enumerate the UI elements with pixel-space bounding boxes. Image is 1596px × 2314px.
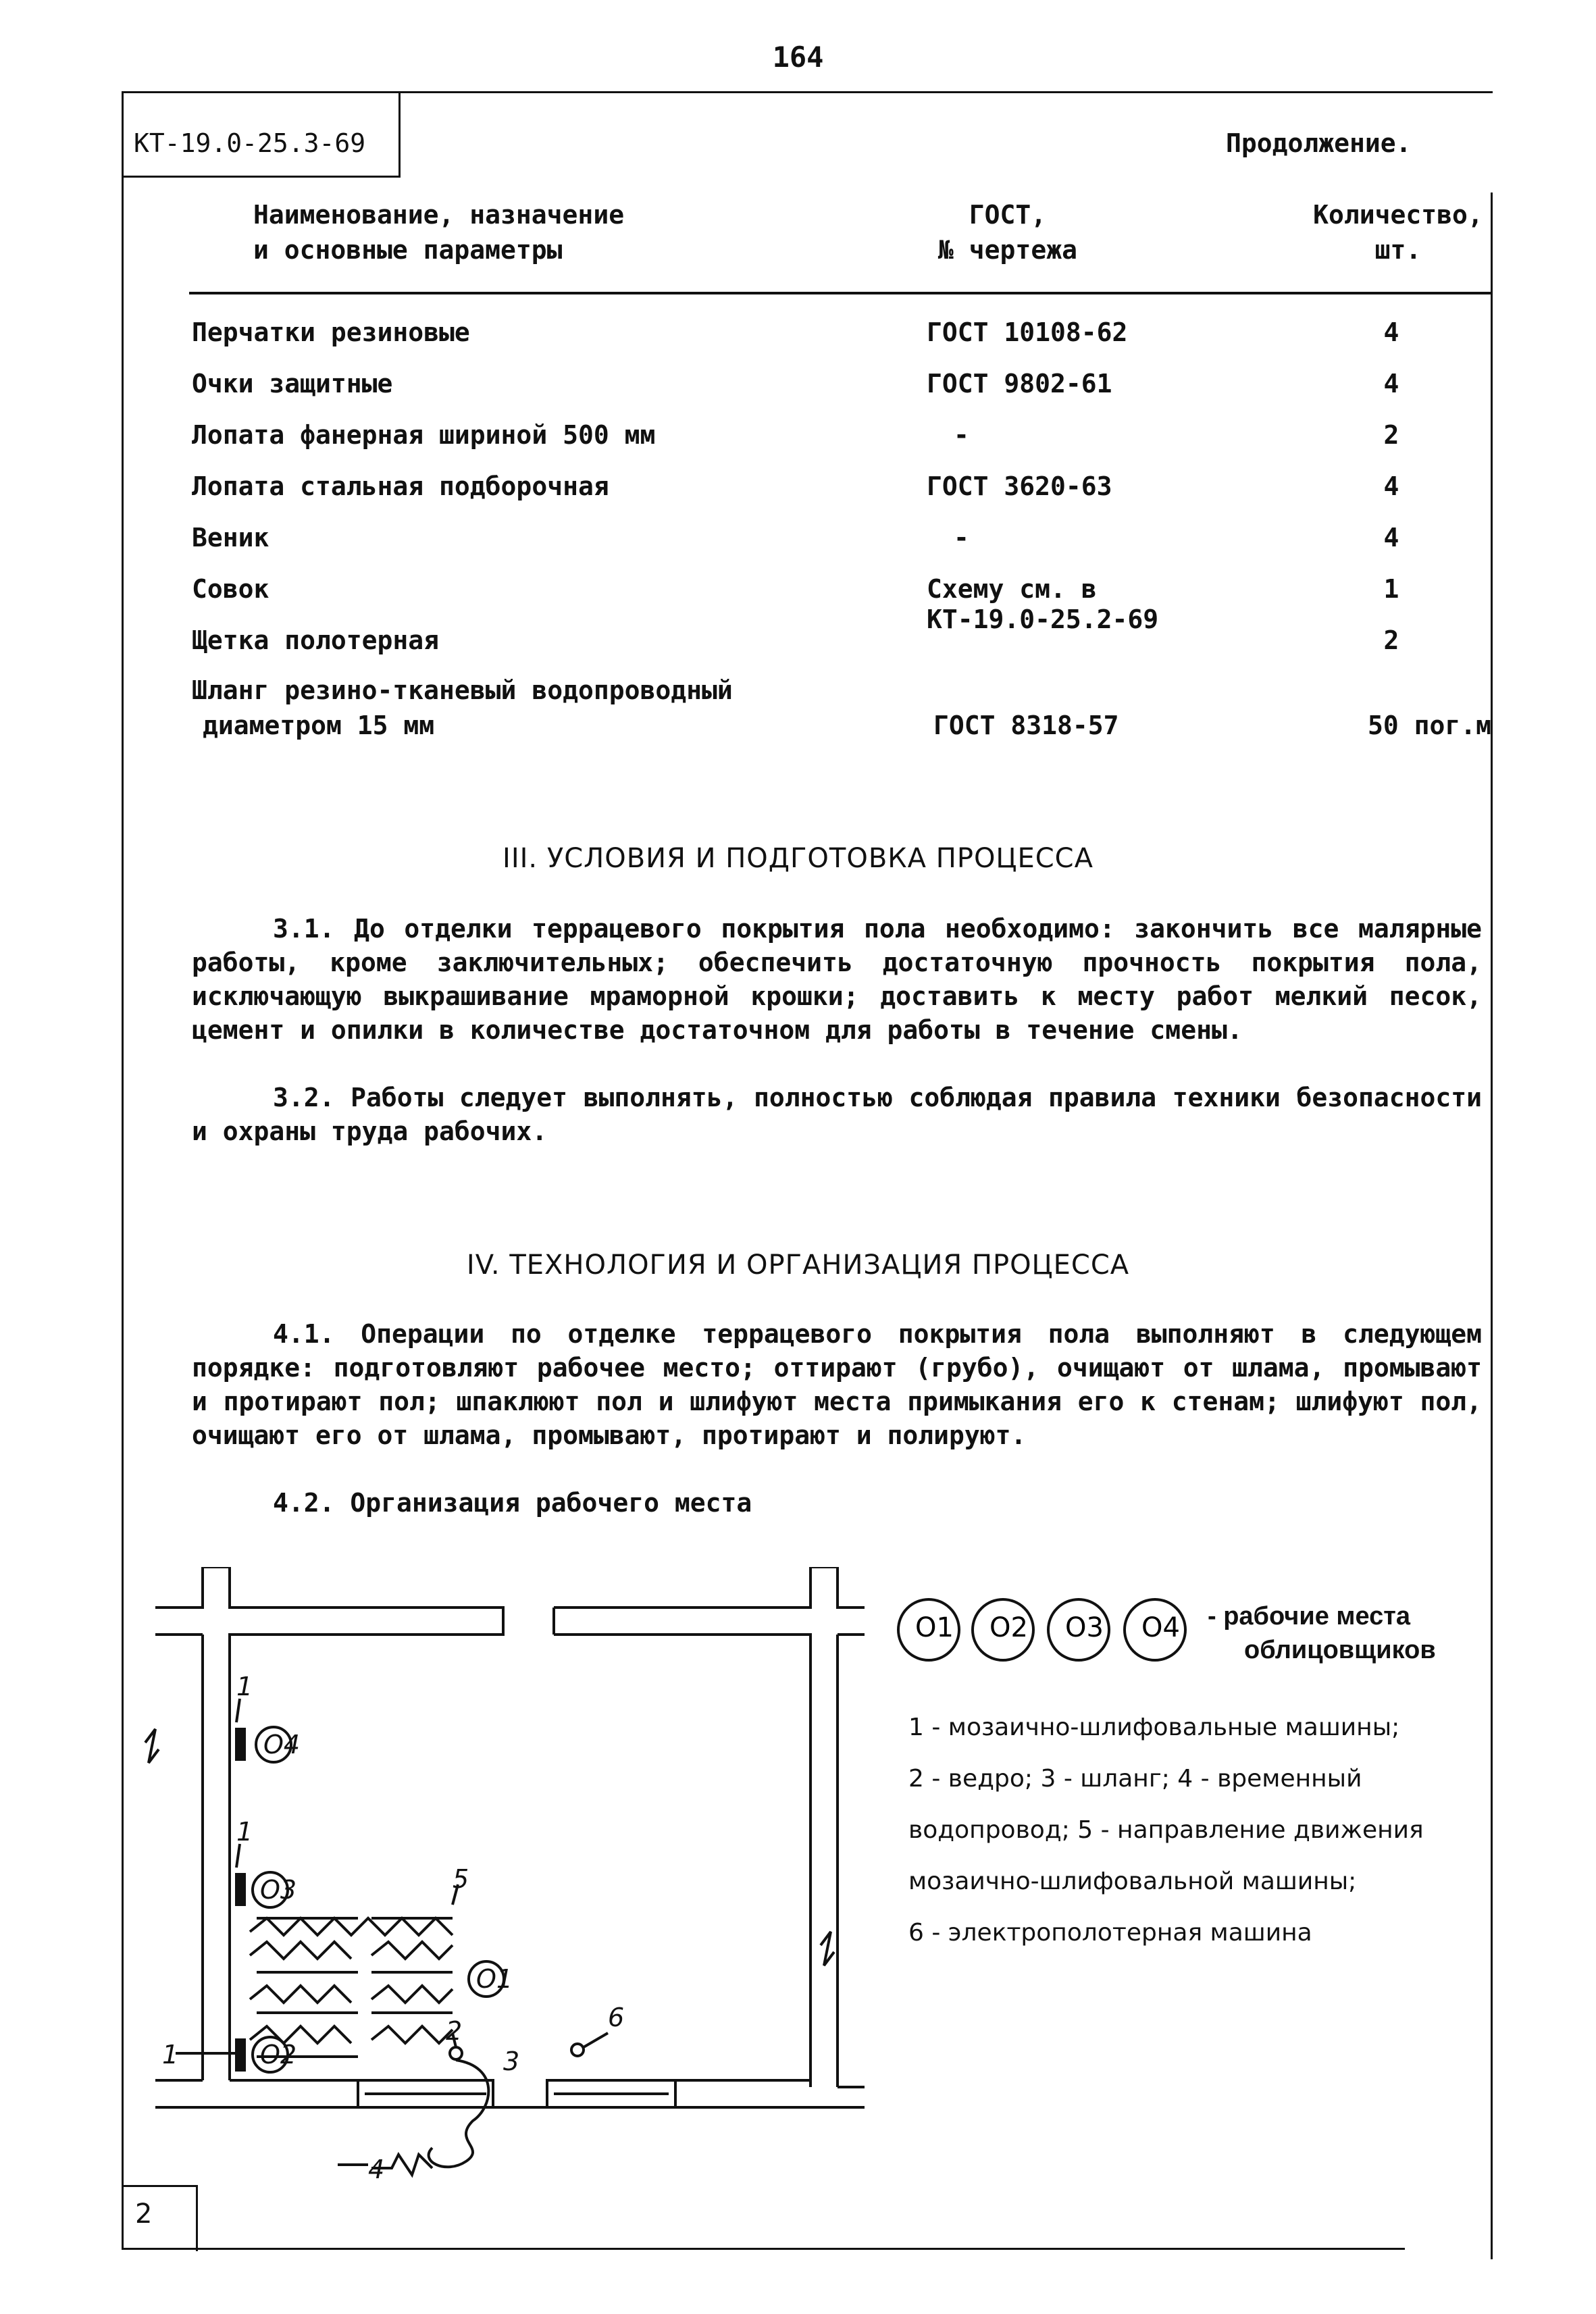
legend-worker-label: O3 bbox=[1065, 1612, 1104, 1643]
document-code: КТ-19.0-25.3-69 bbox=[134, 128, 366, 158]
legend-item: водопровод; 5 - направление движения bbox=[908, 1816, 1424, 1844]
table-row-name: Совок bbox=[192, 574, 269, 604]
page-number: 164 bbox=[772, 41, 824, 74]
legend-workers-desc-2: облицовщиков bbox=[1244, 1636, 1436, 1664]
diagram-worker-label: O1 bbox=[476, 1964, 513, 1994]
diagram-number-label: 2 bbox=[446, 2016, 463, 2046]
sheet-number: 2 bbox=[135, 2199, 153, 2230]
table-row-name: Перчатки резиновые bbox=[192, 317, 470, 347]
section-3-title: III. УСЛОВИЯ И ПОДГОТОВКА ПРОЦЕССА bbox=[503, 843, 1093, 874]
table-row-gost: ГОСТ 10108-62 bbox=[927, 317, 1128, 347]
table-row-qty: 4 bbox=[1383, 317, 1399, 347]
section-4-paragraph-1: 4.1. Операции по отделке террацевого покрытия пола выполняют в следующем порядке: подготовляют рабочее место; оттирают (грубо), очищают от шлама, промывают и протирают пол; шпаклюют пол и шлифуют места примыкания его к стенам; шлифуют пол, очищают его от шлама, промывают, протирают и полируют. bbox=[192, 1319, 1482, 1450]
diagram-number-label: 5 bbox=[453, 1864, 469, 1894]
diagram-number-label: 4 bbox=[368, 2155, 385, 2184]
sheet-number-box bbox=[122, 2185, 198, 2251]
table-row-qty: 2 bbox=[1383, 420, 1399, 450]
table-row-gost: ГОСТ 9802-61 bbox=[927, 369, 1112, 398]
diagram-worker-label: O3 bbox=[260, 1875, 297, 1905]
table-row-name: Веник bbox=[192, 523, 269, 552]
legend-item: мозаично-шлифовальной машины; bbox=[908, 1868, 1357, 1895]
legend-item: 1 - мозаично-шлифовальные машины; bbox=[908, 1714, 1400, 1741]
table-header-qty bbox=[1307, 197, 1489, 267]
wall-outline bbox=[155, 1567, 503, 2080]
table-row-qty: 4 bbox=[1383, 471, 1399, 501]
table-row-gost: ГОСТ 8318-57 bbox=[933, 711, 1119, 740]
header-gost-line2: № чертежа bbox=[938, 235, 1077, 265]
continuation-label: Продолжение. bbox=[1226, 128, 1412, 158]
header-name-line1: Наименование, назначение bbox=[253, 200, 625, 230]
table-row-name: Лопата фанерная шириной 500 мм bbox=[192, 420, 656, 450]
table-row-qty: 4 bbox=[1383, 369, 1399, 398]
frame-right-line bbox=[1491, 192, 1493, 2259]
diagram-number-label: 1 bbox=[236, 1672, 253, 1701]
table-row-name: Шланг резино-тканевый водопроводный bbox=[192, 675, 733, 705]
table-row-gost: Схему см. в bbox=[927, 574, 1097, 604]
legend-items bbox=[908, 1702, 1483, 1959]
table-row-name: Лопата стальная подборочная bbox=[192, 471, 609, 501]
header-qty-line1: Количество, bbox=[1313, 200, 1483, 230]
diagram-number-label: 1 bbox=[162, 2040, 179, 2069]
table-row-name: Щетка полотерная bbox=[192, 625, 440, 655]
table-header-name bbox=[253, 197, 624, 267]
section-4-title: IV. ТЕХНОЛОГИЯ И ОРГАНИЗАЦИЯ ПРОЦЕССА bbox=[466, 1250, 1130, 1281]
legend-worker-label: O4 bbox=[1141, 1612, 1180, 1643]
table-row-qty: 4 bbox=[1383, 523, 1399, 552]
table-row-qty: 2 bbox=[1383, 625, 1399, 655]
table-header-gost bbox=[920, 197, 1096, 267]
legend-workers-desc-1: - рабочие места bbox=[1208, 1602, 1411, 1630]
diagram-number-label: 6 bbox=[608, 2003, 625, 2032]
header-gost-line1: ГОСТ, bbox=[969, 200, 1047, 230]
diagram-worker-label: O4 bbox=[263, 1730, 301, 1759]
legend-item: 2 - ведро; 3 - шланг; 4 - временный bbox=[908, 1765, 1362, 1793]
diagram-worker-label: O2 bbox=[260, 2040, 297, 2069]
header-qty-line2: шт. bbox=[1374, 235, 1422, 265]
table-row-name: Очки защитные bbox=[192, 369, 393, 398]
section-4-paragraph-2: 4.2. Организация рабочего места bbox=[273, 1488, 752, 1518]
section-3-paragraph-2: 3.2. Работы следует выполнять, полностью соблюдая правила техники безопасности и охраны труда рабочих. bbox=[192, 1083, 1482, 1146]
table-row-qty: 50 пог.м bbox=[1368, 711, 1492, 740]
legend-worker-label: O1 bbox=[915, 1612, 954, 1643]
diagram-number-label: 3 bbox=[503, 2047, 520, 2076]
diagram-number-label: 1 bbox=[236, 1817, 253, 1847]
table-row-qty: 1 bbox=[1383, 574, 1399, 604]
table-row-name-cont: диаметром 15 мм bbox=[203, 711, 435, 740]
section-3-paragraph-1: 3.1. До отделки террацевого покрытия пола необходимо: закончить все малярные работы, кроме заключительных; обеспечить достаточную прочность покрытия пола, исключающую выкрашивание мраморной крошки; доставить к месту работ мелкий песок, цемент и опилки в количестве достаточном для работы в течение смены. bbox=[192, 914, 1482, 1045]
table-header-rule bbox=[189, 292, 1493, 294]
legend-worker-label: O2 bbox=[989, 1612, 1028, 1643]
frame-left-line bbox=[122, 91, 124, 2249]
header-name-line2: и основные параметры bbox=[253, 235, 563, 265]
table-row-gost: КТ-19.0-25.2-69 bbox=[927, 605, 1159, 634]
workplace-plan-diagram bbox=[135, 1567, 912, 2188]
table-row-gost: - bbox=[954, 420, 969, 450]
legend-item: 6 - электрополотерная машина bbox=[908, 1919, 1312, 1947]
frame-bottom-line bbox=[122, 2248, 1405, 2250]
table-row-gost: ГОСТ 3620-63 bbox=[927, 471, 1112, 501]
table-row-gost: - bbox=[954, 523, 969, 552]
